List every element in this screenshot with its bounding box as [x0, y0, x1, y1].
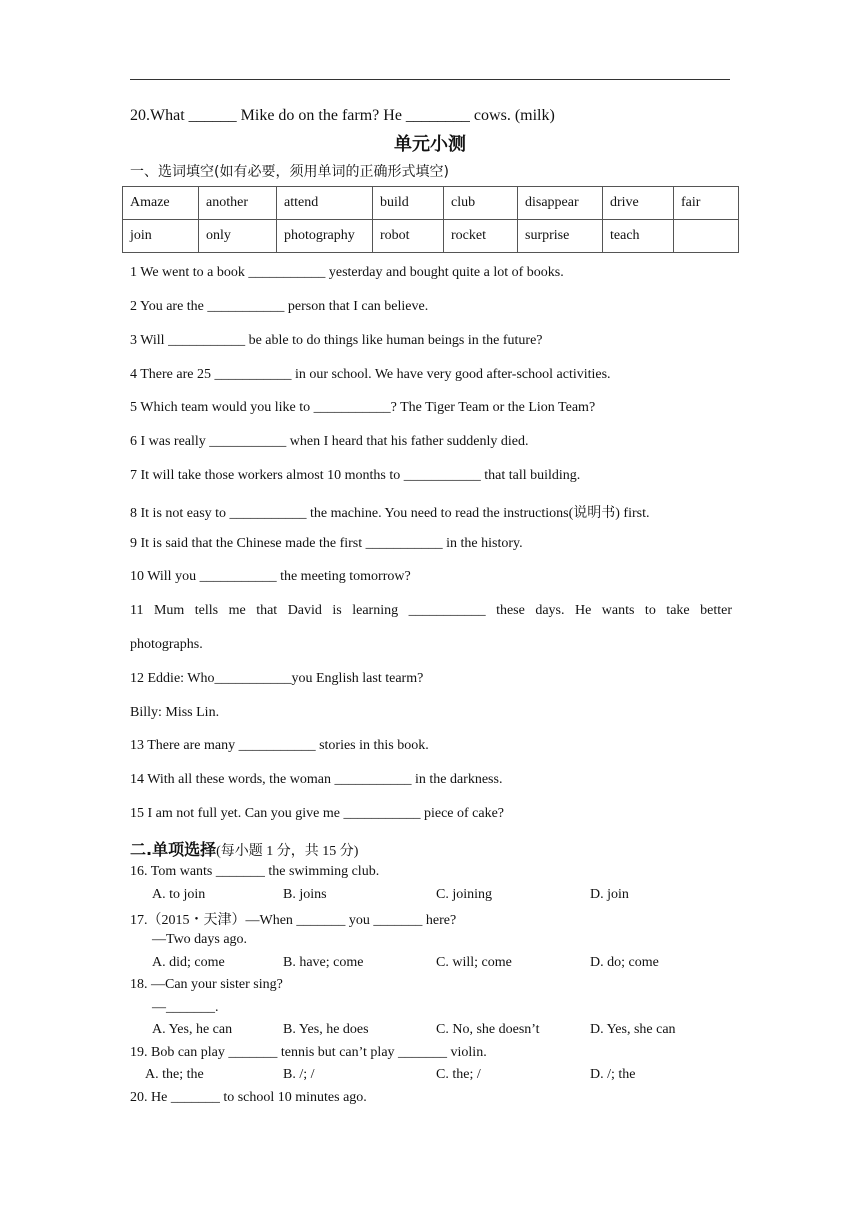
fill-question-10: 10 Will you ___________ the meeting tomorrow?	[130, 569, 411, 584]
fill-question-12-answer: Billy: Miss Lin.	[130, 705, 220, 720]
table-cell: surprise	[518, 220, 603, 253]
table-row	[123, 220, 739, 253]
fill-question-12: 12 Eddie: Who___________you English last tearm?	[130, 671, 424, 686]
fill-question-14: 14 With all these words, the woman ___________ in the darkness.	[130, 772, 503, 787]
option-c: C. joining	[436, 887, 493, 902]
mc-question-18-blank: —_______.	[152, 1000, 219, 1015]
header-rule	[130, 79, 730, 80]
fill-question-1: 1 We went to a book ___________ yesterday and bought quite a lot of books.	[130, 265, 564, 280]
mc-question-19: 19. Bob can play _______ tennis but can’t play _______ violin.	[130, 1045, 487, 1060]
table-cell: Amaze	[123, 187, 199, 220]
table-cell: build	[373, 187, 444, 220]
fill-question-6: 6 I was really ___________ when I heard that his father suddenly died.	[130, 434, 529, 449]
fill-question-3: 3 Will ___________ be able to do things like human beings in the future?	[130, 333, 543, 348]
table-cell: robot	[373, 220, 444, 253]
fill-question-2: 2 You are the ___________ person that I can believe.	[130, 299, 429, 314]
option-b: B. joins	[283, 887, 327, 902]
table-cell: only	[199, 220, 277, 253]
section2-heading-note: (每小题 1 分，共 15 分)	[216, 844, 359, 859]
table-cell: another	[199, 187, 277, 220]
option-a: A. the; the	[145, 1067, 204, 1082]
option-b: B. Yes, he does	[283, 1022, 369, 1037]
option-d: D. Yes, she can	[590, 1022, 676, 1037]
fill-question-4: 4 There are 25 ___________ in our school. We have very good after-school activities.	[130, 367, 611, 382]
fill-question-8: 8 It is not easy to ___________ the machine. You need to read the instructions(说明书) first.	[130, 506, 650, 521]
section1-heading: 一、选词填空(如有必要，须用单词的正确形式填空)	[130, 164, 449, 180]
fill-question-13: 13 There are many ___________ stories in this book.	[130, 738, 429, 753]
section2-heading	[130, 837, 358, 860]
fill-question-5: 5 Which team would you like to ___________? The Tiger Team or the Lion Team?	[130, 400, 596, 415]
page-title: 单元小测	[394, 134, 466, 155]
table-cell	[674, 220, 739, 253]
option-d: D. /; the	[590, 1067, 636, 1082]
option-a: A. to join	[152, 887, 206, 902]
table-cell: photography	[277, 220, 373, 253]
fill-question-11: 11 Mum tells me that David is learning ___________ these days. He wants to take better	[130, 603, 732, 618]
table-row	[123, 187, 739, 220]
table-cell: teach	[603, 220, 674, 253]
word-bank-table	[122, 186, 739, 253]
option-c: C. No, she doesn’t	[436, 1022, 540, 1037]
option-c: C. will; come	[436, 955, 512, 970]
option-b: B. /; /	[283, 1067, 315, 1082]
previous-question: 20.What ______ Mike do on the farm? He ________ cows. (milk)	[130, 107, 555, 124]
option-a: A. Yes, he can	[152, 1022, 233, 1037]
mc-question-20: 20. He _______ to school 10 minutes ago.	[130, 1090, 367, 1105]
table-cell: club	[444, 187, 518, 220]
table-cell: rocket	[444, 220, 518, 253]
table-cell: fair	[674, 187, 739, 220]
mc-question-18: 18. —Can your sister sing?	[130, 977, 283, 992]
mc-question-17-answer: —Two days ago.	[152, 932, 248, 947]
mc-question-17: 17.（2015・天津）—When _______ you _______ here?	[130, 913, 457, 928]
table-cell: join	[123, 220, 199, 253]
fill-question-7: 7 It will take those workers almost 10 months to ___________ that tall building.	[130, 468, 581, 483]
option-a: A. did; come	[152, 955, 225, 970]
option-b: B. have; come	[283, 955, 364, 970]
option-d: D. do; come	[590, 955, 659, 970]
fill-question-9: 9 It is said that the Chinese made the first ___________ in the history.	[130, 536, 523, 551]
mc-question-16: 16. Tom wants _______ the swimming club.	[130, 864, 380, 879]
option-d: D. join	[590, 887, 629, 902]
fill-question-15: 15 I am not full yet. Can you give me ___________ piece of cake?	[130, 806, 505, 821]
table-cell: attend	[277, 187, 373, 220]
option-c: C. the; /	[436, 1067, 481, 1082]
fill-question-11-cont: photographs.	[130, 637, 203, 652]
section2-heading-title: 二.单项选择	[130, 840, 217, 859]
table-cell: drive	[603, 187, 674, 220]
table-cell: disappear	[518, 187, 603, 220]
